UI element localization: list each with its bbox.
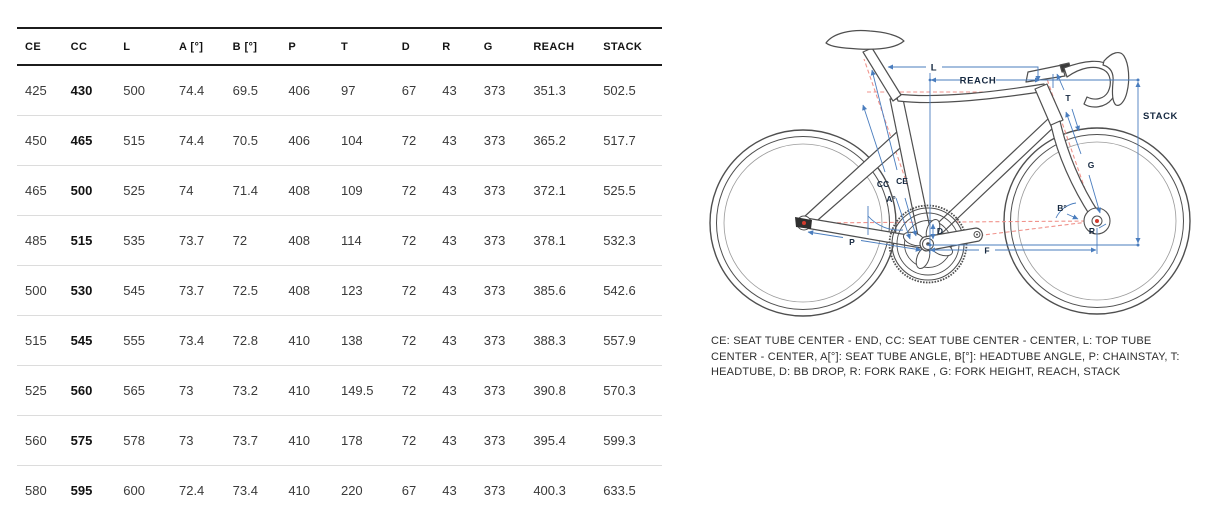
cell: 599.3 xyxy=(603,432,636,448)
cell: 97 xyxy=(340,82,356,98)
cell: 408 xyxy=(288,232,311,248)
cell: 425 xyxy=(25,82,47,98)
table-row xyxy=(17,215,662,265)
cell: 43 xyxy=(442,382,457,398)
table-row xyxy=(17,115,662,165)
column-header: CC xyxy=(70,40,88,53)
cell: 406 xyxy=(288,132,311,148)
legend-text: CE: SEAT TUBE CENTER - END, CC: SEAT TUBE CENTER - CENTER, L: TOP TUBE CENTER - CENTER, A[°]: SEAT TUBE ANGLE, B[°]: HEADTUBE ANGLE, P: CHAINSTAY, T: HEADTUBE, D: BB DROP, R: FORK RAKE , G: FORK HEIGHT, REACH, STACK xyxy=(711,335,1180,378)
cell: 388.3 xyxy=(533,332,566,348)
cell: 373 xyxy=(483,82,506,98)
column-header: B [°] xyxy=(232,40,258,53)
label-front-center: F xyxy=(984,245,990,256)
table-row xyxy=(17,415,662,465)
cell: 465 xyxy=(70,132,93,148)
cell: 373 xyxy=(483,182,506,198)
label-head-angle: B° xyxy=(1057,203,1067,213)
cell: 372.1 xyxy=(533,182,566,198)
geometry-table xyxy=(17,27,662,514)
rear-hub xyxy=(795,216,812,230)
cell: 72.4 xyxy=(178,482,205,498)
label-chainstay: P xyxy=(849,237,855,247)
seatpost xyxy=(863,48,901,101)
label-reach: REACH xyxy=(959,75,997,87)
cell: 365.2 xyxy=(533,132,566,148)
cell: 373 xyxy=(483,232,506,248)
cell: 373 xyxy=(483,132,506,148)
cell: 149.5 xyxy=(340,382,374,398)
column-header: D xyxy=(401,40,411,53)
cell: 532.3 xyxy=(603,232,636,248)
cell: 530 xyxy=(70,282,93,298)
cell: 43 xyxy=(442,82,457,98)
label-fork-height: G xyxy=(1087,160,1095,170)
cell: 43 xyxy=(442,232,457,248)
bike-frame xyxy=(804,31,1129,249)
label-headtube: T xyxy=(1065,93,1071,103)
cell: 72 xyxy=(232,232,248,248)
cell: 570.3 xyxy=(603,382,636,398)
cell: 515 xyxy=(70,232,93,248)
top-tube xyxy=(896,84,1047,103)
cell: 74.4 xyxy=(178,132,205,148)
table-row xyxy=(17,465,662,514)
label-top-tube: L xyxy=(930,62,938,74)
cell: 43 xyxy=(442,282,457,298)
cell: 73.4 xyxy=(232,482,258,498)
cell: 580 xyxy=(25,482,47,498)
cell: 373 xyxy=(483,332,506,348)
cell: 378.1 xyxy=(533,232,566,248)
cell: 373 xyxy=(483,432,506,448)
cell: 600 xyxy=(123,482,145,498)
cell: 373 xyxy=(483,482,506,498)
label-seat-tube-cc: CC xyxy=(876,179,890,189)
label-bb-drop: D xyxy=(936,226,944,236)
cell: 72 xyxy=(401,132,417,148)
cell: 515 xyxy=(25,332,47,348)
cell: 73.7 xyxy=(178,282,205,298)
label-stack: STACK xyxy=(1143,111,1179,122)
cell: 67 xyxy=(401,482,417,498)
column-header: STACK xyxy=(603,40,643,53)
cell: 72 xyxy=(401,432,417,448)
cell: 43 xyxy=(442,332,457,348)
saddle xyxy=(826,31,904,50)
cell: 485 xyxy=(25,232,47,248)
cell: 560 xyxy=(70,382,93,398)
cell: 351.3 xyxy=(533,82,566,98)
cell: 408 xyxy=(288,282,311,298)
cell: 373 xyxy=(483,282,506,298)
cell: 502.5 xyxy=(603,82,636,98)
cell: 560 xyxy=(25,432,47,448)
cell: 385.6 xyxy=(533,282,566,298)
cell: 73.7 xyxy=(232,432,258,448)
cell: 74 xyxy=(178,182,194,198)
cell: 410 xyxy=(288,432,311,448)
label-seat-tube-ce: CE xyxy=(896,176,908,186)
cell: 465 xyxy=(25,182,47,198)
cell: 373 xyxy=(483,382,506,398)
cell: 104 xyxy=(340,132,363,148)
cell: 578 xyxy=(123,432,145,448)
column-header: CE xyxy=(25,40,42,53)
column-header: G xyxy=(483,40,493,53)
seat-stays xyxy=(804,130,907,226)
cell: 410 xyxy=(288,332,311,348)
bike-geometry-diagram xyxy=(700,2,1214,332)
cell: 73.7 xyxy=(178,232,205,248)
cell: 400.3 xyxy=(533,482,566,498)
table-row xyxy=(17,315,662,365)
cell: 114 xyxy=(340,232,362,248)
table-row xyxy=(17,165,662,215)
table-header xyxy=(17,28,662,65)
cell: 545 xyxy=(70,332,93,348)
geometry-table-wrap xyxy=(17,27,662,514)
cell: 72 xyxy=(401,282,417,298)
column-header: L xyxy=(123,40,131,53)
column-header: A [°] xyxy=(178,40,204,53)
cell: 542.6 xyxy=(603,282,636,298)
cell: 109 xyxy=(340,182,363,198)
cell: 500 xyxy=(123,82,145,98)
label-fork-rake: R xyxy=(1088,226,1096,236)
cell: 72 xyxy=(401,182,417,198)
cell: 633.5 xyxy=(603,482,636,498)
cell: 545 xyxy=(123,282,145,298)
label-seat-angle: A° xyxy=(886,194,896,204)
cell: 72 xyxy=(401,332,417,348)
cell: 500 xyxy=(70,182,93,198)
cell: 565 xyxy=(123,382,145,398)
table-row xyxy=(17,365,662,415)
cell: 390.8 xyxy=(533,382,566,398)
cell: 67 xyxy=(401,82,417,98)
cell: 72 xyxy=(401,382,417,398)
cell: 43 xyxy=(442,132,457,148)
front-axle-dot xyxy=(1095,219,1099,223)
table-row xyxy=(17,65,662,115)
cell: 72 xyxy=(401,232,417,248)
column-header: R xyxy=(442,40,451,53)
rear-axle-dot xyxy=(802,221,806,225)
cell: 450 xyxy=(25,132,47,148)
column-header: T xyxy=(340,40,349,53)
cell: 71.4 xyxy=(232,182,258,198)
cell: 525.5 xyxy=(603,182,636,198)
cell: 406 xyxy=(288,82,311,98)
cell: 43 xyxy=(442,182,457,198)
column-header: REACH xyxy=(533,40,575,53)
cell: 43 xyxy=(442,482,457,498)
cell: 178 xyxy=(340,432,363,448)
cell: 72.8 xyxy=(232,332,258,348)
cell: 72.5 xyxy=(232,282,258,298)
cell: 535 xyxy=(123,232,145,248)
table-row xyxy=(17,265,662,315)
diagram-panel xyxy=(700,0,1214,514)
cell: 73 xyxy=(178,382,194,398)
cell: 138 xyxy=(340,332,363,348)
cell: 73 xyxy=(178,432,194,448)
head-tube xyxy=(1035,84,1063,126)
cell: 500 xyxy=(25,282,47,298)
column-header: P xyxy=(288,40,297,53)
cell: 515 xyxy=(123,132,145,148)
cell: 73.2 xyxy=(232,382,258,398)
cell: 575 xyxy=(70,432,93,448)
cell: 43 xyxy=(442,432,457,448)
cell: 595 xyxy=(70,482,93,498)
cell: 555 xyxy=(123,332,145,348)
cell: 525 xyxy=(25,382,47,398)
cell: 410 xyxy=(288,382,311,398)
cell: 70.5 xyxy=(232,132,258,148)
cell: 410 xyxy=(288,482,311,498)
cell: 74.4 xyxy=(178,82,205,98)
cell: 220 xyxy=(340,482,363,498)
cell: 123 xyxy=(340,282,363,298)
cell: 69.5 xyxy=(232,82,258,98)
cell: 517.7 xyxy=(603,132,636,148)
cell: 408 xyxy=(288,182,311,198)
cell: 73.4 xyxy=(178,332,205,348)
cell: 557.9 xyxy=(603,332,636,348)
cell: 525 xyxy=(123,182,145,198)
cell: 395.4 xyxy=(533,432,566,448)
cell: 430 xyxy=(70,82,93,98)
